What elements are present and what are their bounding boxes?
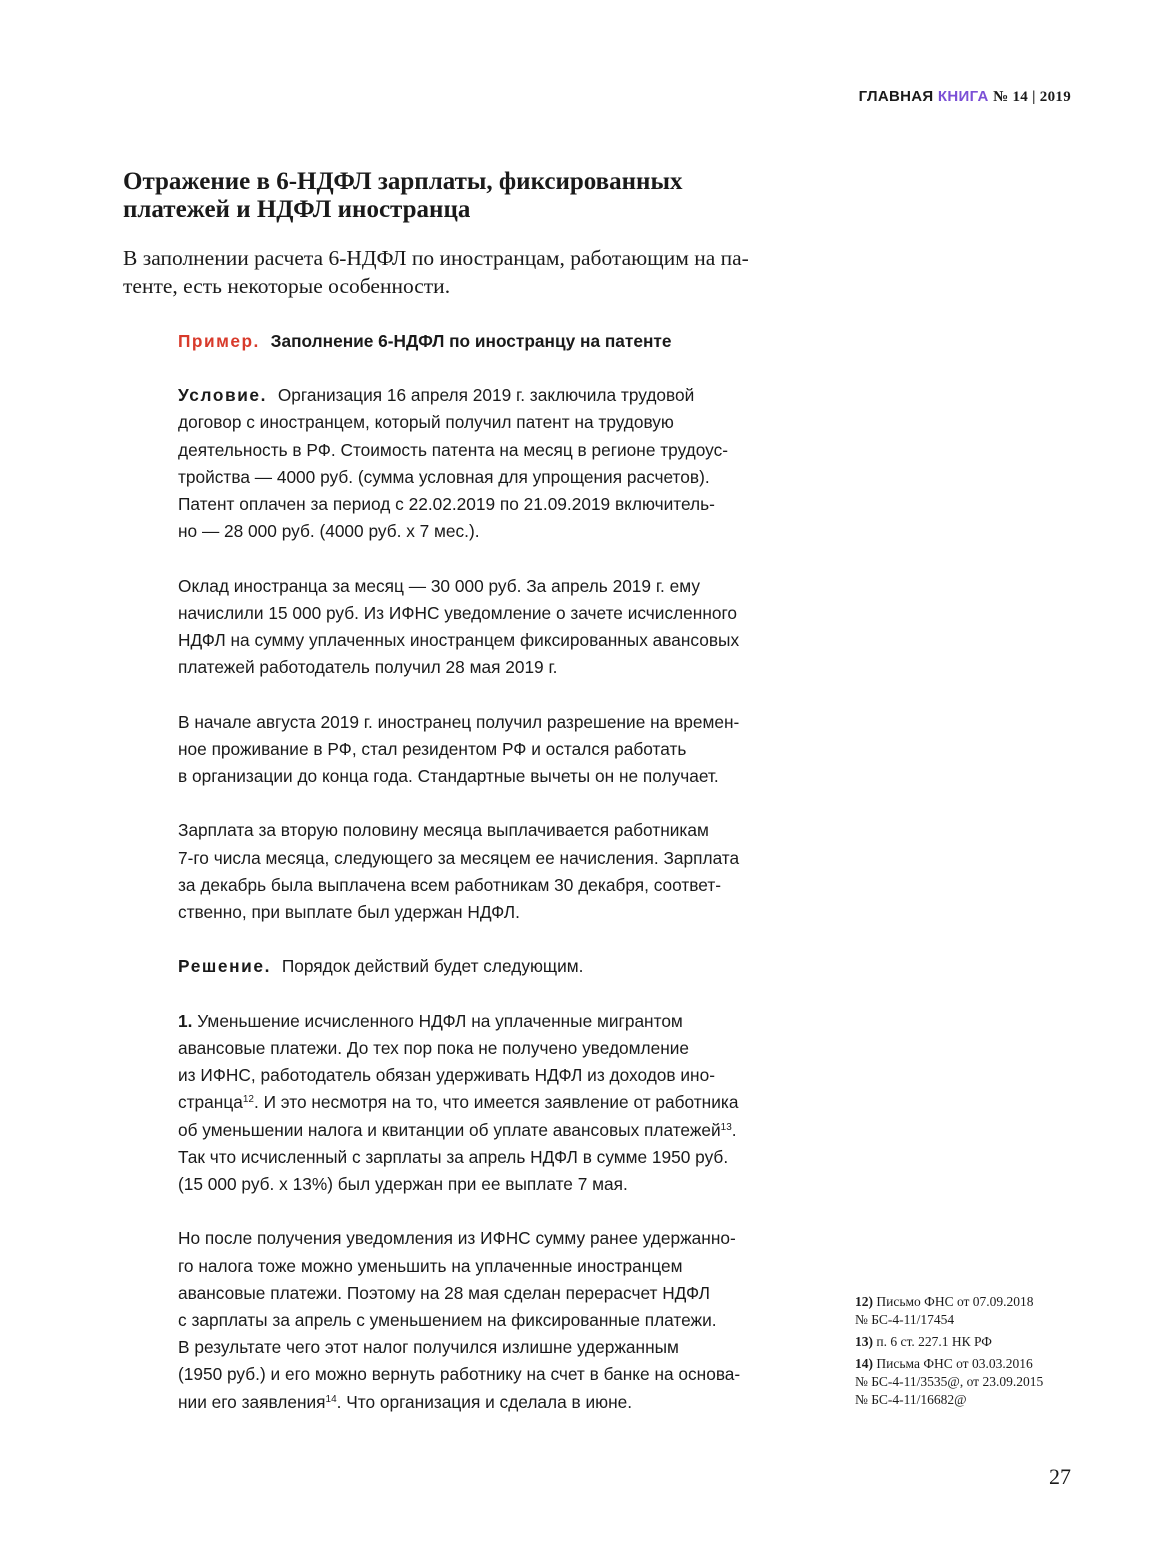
- magazine-name-part1: ГЛАВНАЯ: [858, 88, 934, 105]
- step-number: 1.: [178, 1010, 193, 1031]
- text-line: начислили 15 000 руб. Из ИФНС уведомление о зачете исчисленного: [178, 602, 738, 623]
- issue-number: № 14 | 2019: [993, 89, 1071, 105]
- footnote-ref-14[interactable]: 14: [325, 1393, 337, 1405]
- footnote-text: № БС-4-11/16682@: [855, 1392, 967, 1407]
- text-line: авансовые платежи. До тех пор пока не получено уведомление: [178, 1038, 690, 1058]
- footnote-ref-13[interactable]: 13: [720, 1121, 732, 1133]
- footnote-number: 14): [855, 1356, 873, 1371]
- text-line: (15 000 руб. х 13%) был удержан при ее выплате 7 мая.: [178, 1174, 628, 1195]
- recalculation-paragraph: [178, 1225, 818, 1415]
- condition-label: Условие.: [178, 385, 268, 406]
- text-line: за декабрь была выплачена всем работникам 30 декабря, соответ-: [178, 874, 722, 895]
- text-line: деятельность в РФ. Стоимость патента на месяц в регионе трудоус-: [178, 439, 728, 460]
- step-1-paragraph: [178, 1008, 818, 1198]
- text-line: нии его заявления: [178, 1391, 326, 1412]
- lead-line: В заполнении расчета 6-НДФЛ по иностранцам, работающим на па-: [123, 246, 749, 270]
- condition-paragraph: [178, 382, 818, 545]
- footnote-ref-12[interactable]: 12: [242, 1094, 254, 1106]
- text-line: 7-го числа месяца, следующего за месяцем ее начисления. Зарплата: [178, 847, 740, 868]
- text-line: Оклад иностранца за месяц — 30 000 руб. За апрель 2019 г. ему: [178, 575, 700, 596]
- running-header: [859, 88, 1071, 106]
- text-line: об уменьшении налога и квитанции об уплате авансовых платежей: [178, 1119, 721, 1140]
- text-line: Зарплата за вторую половину месяца выплачивается работникам: [178, 820, 709, 841]
- text-line: странца: [178, 1092, 243, 1113]
- footnote-text: Письмо ФНС от 07.09.2018: [876, 1294, 1034, 1309]
- footnotes: [855, 1293, 1085, 1413]
- text-line: ное проживание в РФ, стал резидентом РФ и остался работать: [178, 738, 687, 759]
- salary-paragraph: [178, 573, 818, 682]
- title-line: Отражение в 6-НДФЛ зарплаты, фиксированных: [123, 168, 683, 195]
- payment-paragraph: [178, 817, 818, 926]
- article-lead: [123, 244, 813, 300]
- magazine-name-part2: КНИГА: [937, 88, 989, 105]
- article-title: [123, 168, 823, 224]
- text-line: (1950 руб.) и его можно вернуть работнику на счет в банке на основа-: [178, 1364, 741, 1385]
- text-line: в организации до конца года. Стандартные вычеты он не получает.: [178, 766, 719, 787]
- text-line: . И это несмотря на то, что имеется заявление от работника: [253, 1092, 739, 1113]
- title-line: платежей и НДФЛ иностранца: [123, 196, 471, 223]
- lead-line: тенте, есть некоторые особенности.: [123, 274, 451, 298]
- text-line: Патент оплачен за период с 22.02.2019 по 21.09.2019 включитель-: [178, 494, 715, 515]
- text-line: но — 28 000 руб. (4000 руб. х 7 мес.).: [178, 521, 480, 542]
- page-number: 27: [1049, 1464, 1071, 1489]
- text-line: НДФЛ на сумму уплаченных иностранцем фиксированных авансовых: [178, 630, 740, 651]
- text-line: В начале августа 2019 г. иностранец получил разрешение на времен-: [178, 711, 740, 732]
- footnote-text: № БС-4-11/17454: [855, 1312, 955, 1327]
- text-line: . Что организация и сделала в июне.: [336, 1391, 633, 1412]
- text-line: тройства — 4000 руб. (сумма условная для упрощения расчетов).: [178, 466, 710, 487]
- footnote-13: [855, 1333, 1085, 1351]
- text-line: го налога тоже можно уменьшить на уплаченные иностранцем: [178, 1255, 683, 1276]
- solution-label: Решение.: [178, 956, 271, 977]
- text-line: .: [731, 1119, 737, 1140]
- text-line: платежей работодатель получил 28 мая 2019 г.: [178, 657, 558, 678]
- footnote-12: [855, 1293, 1085, 1329]
- text-line: договор с иностранцем, который получил патент на трудовую: [178, 412, 674, 433]
- footnote-number: 13): [855, 1334, 873, 1349]
- footnote-text: № БС-4-11/3535@, от 23.09.2015: [855, 1374, 1044, 1389]
- text-line: с зарплаты за апрель с уменьшением на фиксированные платежи.: [178, 1310, 717, 1331]
- solution-paragraph: [178, 953, 818, 980]
- footnote-number: 12): [855, 1294, 873, 1309]
- text-line: из ИФНС, работодатель обязан удерживать НДФЛ из доходов ино-: [178, 1065, 715, 1086]
- text-line: Организация 16 апреля 2019 г. заключила трудовой: [277, 385, 695, 406]
- example-title: Заполнение 6-НДФЛ по иностранцу на патенте: [270, 331, 672, 351]
- example-block: [178, 328, 818, 1443]
- example-label: Пример.: [178, 331, 260, 351]
- footnote-text: Письма ФНС от 03.03.2016: [876, 1356, 1033, 1371]
- example-heading: [178, 328, 818, 355]
- text-line: ственно, при выплате был удержан НДФЛ.: [178, 902, 520, 923]
- text-line: Но после получения уведомления из ИФНС сумму ранее удержанно-: [178, 1228, 736, 1249]
- footnote-text: п. 6 ст. 227.1 НК РФ: [876, 1334, 992, 1349]
- text-line: В результате чего этот налог получился излишне удержанным: [178, 1337, 679, 1358]
- text-line: Так что исчисленный с зарплаты за апрель НДФЛ в сумме 1950 руб.: [178, 1146, 729, 1167]
- solution-text: Порядок действий будет следующим.: [281, 956, 584, 977]
- residency-paragraph: [178, 709, 818, 791]
- text-line: Уменьшение исчисленного НДФЛ на уплаченные мигрантом: [197, 1010, 683, 1031]
- text-line: авансовые платежи. Поэтому на 28 мая сделан перерасчет НДФЛ: [178, 1282, 710, 1303]
- footnote-14: [855, 1355, 1085, 1409]
